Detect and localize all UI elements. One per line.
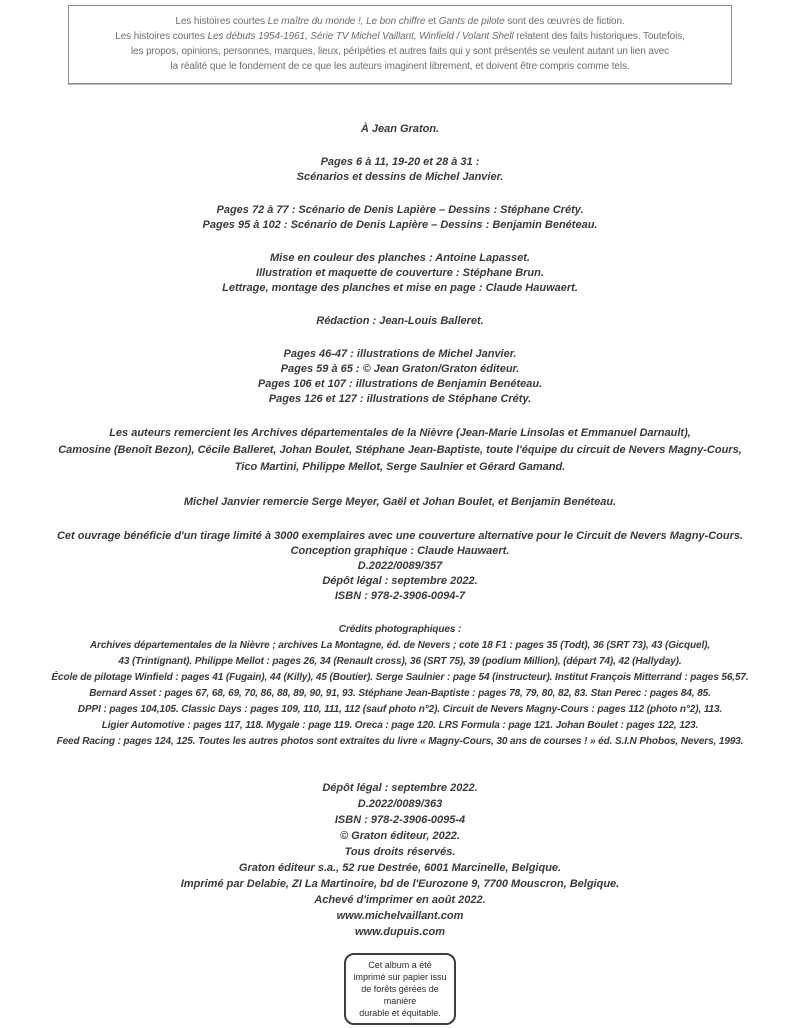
disclaimer-line: la réalité que le fondement de ce que les auteurs imaginent librement, et doivent être compris comme tels.: [170, 61, 630, 72]
rights-reserved: Tous droits réservés.: [344, 846, 456, 858]
printer-address: Imprimé par Delabie, ZI La Martinoire, bd de l'Eurozone 9, 7700 Mouscron, Belgique.: [180, 878, 620, 890]
website-michelvaillant: www.michelvaillant.com: [336, 910, 464, 922]
section-limited-edition: [0, 529, 800, 604]
text-line: Pages 72 à 77 : Scénario de Denis Lapière – Dessins : Stéphane Créty.: [216, 204, 584, 216]
text-line: 43 (Trintignant). Philippe Mellot : pages 26, 34 (Renault cross), 36 (SRT 75), 39 (podium Million), (départ 74), 42 (Hallyday).: [118, 656, 682, 667]
disclaimer-line: Les histoires courtes Le maître du monde !, Le bon chiffre et Gants de pilote sont des œuvres de fiction.: [175, 16, 625, 27]
text-line: Pages 6 à 11, 19-20 et 28 à 31 :: [320, 156, 480, 168]
text-line: Mise en couleur des planches : Antoine Lapasset.: [270, 252, 530, 264]
text-line: Tico Martini, Philippe Mellot, Serge Saulnier et Gérard Gamand.: [234, 461, 566, 473]
paperbox-line: durable et équitable.: [359, 1008, 441, 1018]
publisher-address: Graton éditeur s.a., 52 rue Destrée, 6001 Marcinelle, Belgique.: [238, 862, 562, 874]
legal-deposit: Dépôt légal : septembre 2022.: [322, 575, 478, 587]
website-dupuis: www.dupuis.com: [354, 926, 446, 938]
text-line: Lettrage, montage des planches et mise en page : Claude Hauwaert.: [222, 282, 578, 294]
text-line: Bernard Asset : pages 67, 68, 69, 70, 86, 88, 89, 90, 91, 93. Stéphane Jean-Baptiste : pages 78, 79, 80, 82, 83. Stan Perec : pages 84, 85.: [89, 688, 711, 699]
text-line: Rédaction : Jean-Louis Balleret.: [316, 315, 484, 327]
text-line: Feed Racing : pages 124, 125. Toutes les autres photos sont extraites du livre « Magny-Cours, 30 ans de courses ! » éd. S.I.N Phobos, Nevers, 1993.: [56, 736, 744, 747]
section-janvier-acknowledgements: [0, 494, 800, 511]
text-line: Pages 106 et 107 : illustrations de Benjamin Benéteau.: [257, 378, 543, 390]
text-line: Les auteurs remercient les Archives départementales de la Nièvre (Jean-Marie Linsolas et Emmanuel Darnault),: [109, 427, 691, 439]
section-dedication: [0, 122, 800, 137]
text-line: Ligier Automotive : pages 117, 118. Mygale : page 119. Oreca : page 120. LRS Formula : page 121. Johan Boulet : pages 122, 123.: [101, 720, 699, 731]
text-line: Conception graphique : Claude Hauwaert.: [290, 545, 510, 557]
colophon-page: [0, 5, 800, 1028]
section-redaction: [0, 314, 800, 329]
paper-certification-box: [344, 953, 456, 1025]
isbn: ISBN : 978-2-3906-0095-4: [334, 814, 466, 826]
section-illustrations: [0, 347, 800, 407]
isbn-alt-cover: ISBN : 978-2-3906-0094-7: [334, 590, 466, 602]
text-line: DPPI : pages 104,105. Classic Days : pages 109, 110, 111, 112 (sauf photo n°2). Circuit de Nevers Magny-Cours : pages 112 (photo n°2), 113.: [77, 704, 723, 715]
text-line: Michel Janvier remercie Serge Meyer, Gaël et Johan Boulet, et Benjamin Benéteau.: [183, 496, 617, 508]
text-line: Pages 46-47 : illustrations de Michel Janvier.: [283, 348, 517, 360]
paperbox-line: de forêts gérées de: [361, 984, 439, 994]
disclaimer-line: les propos, opinions, personnes, marques, lieux, péripéties et autres faits qui y sont présentés se veulent autant un lien avec: [130, 46, 670, 57]
paperbox-line: Cet album a été: [368, 960, 432, 970]
section-janvier-pages: [0, 155, 800, 185]
text-line: École de pilotage Winfield : pages 41 (Fugain), 44 (Killy), 45 (Boutier). Serge Saulnier : page 54 (instructeur). Institut François Mitterrand : pages 56,57.: [51, 672, 749, 683]
copyright: © Graton éditeur, 2022.: [340, 830, 460, 842]
fiction-disclaimer-box: [68, 5, 732, 84]
text-line: Archives départementales de la Nièvre ; archives La Montagne, éd. de Nevers ; cote 18 F1 : pages 35 (Todt), 36 (SRT 73), 43 (Gicquel),: [89, 640, 711, 651]
deposit-number: D.2022/0089/363: [357, 798, 443, 810]
legal-deposit: Dépôt légal : septembre 2022.: [322, 782, 478, 794]
section-photo-credits: [0, 622, 800, 750]
section-imprint: [0, 780, 800, 940]
print-date: Achevé d'imprimer en août 2022.: [314, 894, 486, 906]
section-acknowledgements: [0, 425, 800, 476]
dedication-text: À Jean Graton.: [360, 123, 440, 135]
text-line: Pages 59 à 65 : © Jean Graton/Graton éditeur.: [280, 363, 520, 375]
text-line: Scénarios et dessins de Michel Janvier.: [296, 171, 504, 183]
paperbox-line: imprimé sur papier issu: [353, 972, 447, 982]
text-line: Pages 95 à 102 : Scénario de Denis Lapière – Dessins : Benjamin Benéteau.: [202, 219, 598, 231]
paperbox-line: manière: [383, 996, 417, 1006]
section-lapiere-pages: [0, 203, 800, 233]
section-production-credits: [0, 251, 800, 296]
photo-credits-heading: Crédits photographiques :: [338, 624, 462, 635]
text-line: Illustration et maquette de couverture : Stéphane Brun.: [256, 267, 544, 279]
text-line: Pages 126 et 127 : illustrations de Stéphane Créty.: [268, 393, 532, 405]
text-line: Camosine (Benoît Bezon), Cécile Balleret, Johan Boulet, Stéphane Jean-Baptiste, toute l'équipe du circuit de Nevers Magny-Cours,: [58, 444, 742, 456]
text-line: Cet ouvrage bénéficie d'un tirage limité à 3000 exemplaires avec une couverture alternative pour le Circuit de Nevers Magny-Cours.: [56, 530, 744, 542]
deposit-number: D.2022/0089/357: [357, 560, 443, 572]
disclaimer-line: Les histoires courtes Les débuts 1954-1961, Série TV Michel Vaillant, Winfield / Volant Shell relatent des faits historiques. Toutefois,: [115, 31, 685, 42]
